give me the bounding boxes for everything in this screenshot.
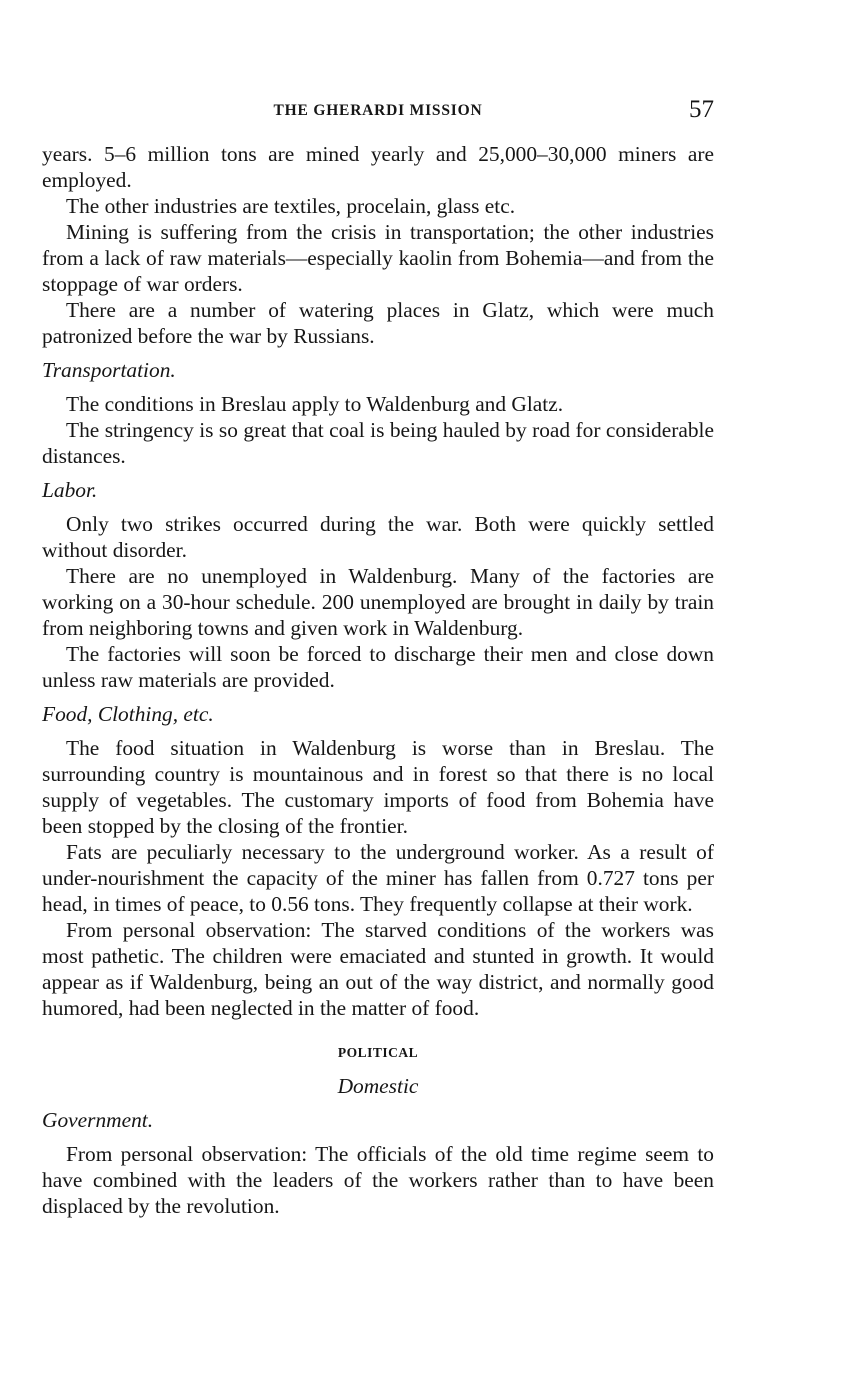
running-title: THE GHERARDI MISSION [273,102,483,119]
heading-food-clothing: Food, Clothing, etc. [42,702,214,726]
paragraph-other-industries: The other industries are textiles, procelain, glass etc. [66,194,516,218]
paragraph-food-situation: The food situation in Waldenburg is worse than in Breslau. The surrounding country is mountainous and in forest so that there is no local supply of vegetables. The customary imports of food from Bohemia have been stopped by the closing of the frontier. [42,736,714,838]
paragraph-watering-places: There are a number of watering places in Glatz, which were much patronized before the war by Russians. [42,298,714,348]
heading-domestic: Domestic [337,1074,419,1098]
paragraph-labor-strikes: Only two strikes occurred during the war. Both were quickly settled without disorder. [42,512,714,562]
paragraph-transportation-stringency: The stringency is so great that coal is being hauled by road for considerable distances. [42,418,714,468]
paragraph-food-observation: From personal observation: The starved conditions of the workers was most pathetic. The children were emaciated and stunted in growth. It would appear as if Waldenburg, being an out of the way district, and normally good humored, had been neglected in the matter of food. [42,918,714,1020]
paragraph-mining-crisis: Mining is suffering from the crisis in transportation; the other industries from a lack of raw materials—especially kaolin from Bohemia—and from the stoppage of war orders. [42,220,714,296]
heading-transportation: Transportation. [42,358,176,382]
paragraph-transportation-conditions: The conditions in Breslau apply to Waldenburg and Glatz. [66,392,564,416]
paragraph-labor-unemployed: There are no unemployed in Waldenburg. Many of the factories are working on a 30-hour schedule. 200 unemployed are brought in daily by train from neighboring towns and given work in Waldenburg. [42,564,714,640]
body-text [42,141,714,1219]
heading-political: POLITICAL [337,1045,419,1060]
paragraph-government-observation: From personal observation: The officials of the old time regime seem to have combined with the leaders of the workers rather than to have been displaced by the revolution. [42,1142,714,1218]
paragraph-labor-factories: The factories will soon be forced to discharge their men and close down unless raw materials are provided. [42,642,714,692]
running-head [42,96,714,126]
paragraph-mining-output: years. 5–6 million tons are mined yearly and 25,000–30,000 miners are employed. [42,142,714,192]
page-number: 57 [689,96,714,123]
heading-labor: Labor. [42,478,98,502]
paragraph-food-fats: Fats are peculiarly necessary to the underground worker. As a result of under-nourishment the capacity of the miner has fallen from 0.727 tons per head, in times of peace, to 0.56 tons. They frequently collapse at their work. [42,840,714,916]
heading-government: Government. [42,1108,154,1132]
